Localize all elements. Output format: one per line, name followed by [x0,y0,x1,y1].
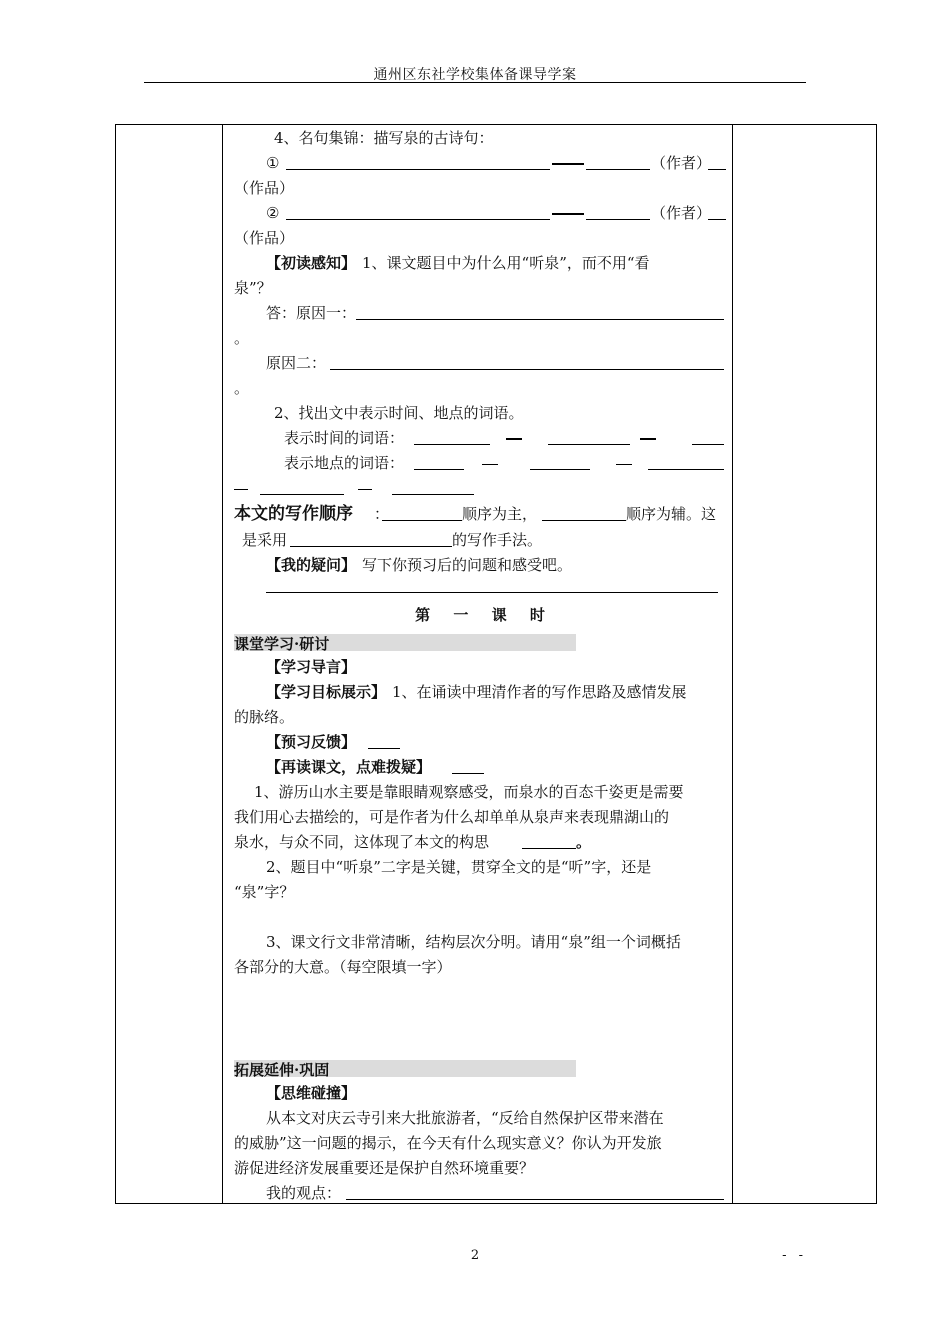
main-content [234,126,726,1206]
work-label-2: （作品） [234,229,295,247]
order-main-text: 顺序为主， [462,505,538,523]
thinking-label: 【思维碰撞】 [266,1084,357,1102]
paragraph-1a: 1、游历山水主要是靠眼睛观察感受，而泉水的百态千姿更是需要 [254,783,684,801]
goal-text-b: 的脉络。 [234,708,295,726]
circle-number-2: ② [266,204,280,222]
order-aux-text: 顺序为辅。这 [626,505,717,523]
page-header: 通州区东社学校集体备课导学案 [373,67,577,83]
table-column-divider-left [222,124,223,1204]
reason-1-blank[interactable] [356,319,724,320]
place-dash-4 [358,489,372,490]
period-2: 。 [234,379,250,397]
question-label: 【我的疑问】 [266,556,357,574]
time-blank-2[interactable] [548,444,630,445]
page-mark: - - [782,1248,807,1263]
goal-text-a: 1、在诵读中理清作者的写作思路及感情发展 [392,683,687,701]
dash-1 [552,163,584,165]
dash-2 [552,213,584,215]
order-main-blank[interactable] [382,520,462,521]
question-text: 写下你预习后的问题和感受吧。 [362,556,573,574]
header-rule [144,82,806,83]
paragraph-1b: 我们用心去描绘的，可是作者为什么却单单从泉声来表现鼎湖山的 [234,808,670,826]
paragraph-1-end: 。 [576,833,592,851]
paragraph-2b: “泉”字？ [234,883,295,901]
place-blank-4[interactable] [260,494,344,495]
section-title-extend: 拓展延伸·巩固 [234,1061,330,1079]
poem-line-blank-1[interactable] [286,169,550,170]
paragraph-1c: 泉水，与众不同，这体现了本文的构思 [234,833,490,851]
reread-label: 【再读课文，点难拨疑】 [266,758,432,776]
answer-reason-1: 答：原因一： [266,304,357,322]
order-method-text: 的写作手法。 [452,531,543,549]
thinking-text-a: 从本文对庆云寺引来大批旅游者，“反给自然保护区带来潜在 [266,1109,664,1127]
answer-space-3c [234,1030,726,1055]
place-blank-3[interactable] [648,469,724,470]
order-colon: ： [374,505,390,523]
place-dash-1 [482,464,498,465]
place-words-label: 表示地点的词语： [284,454,405,472]
question-2: 2、找出文中表示时间、地点的词语。 [274,404,524,422]
time-blank-3[interactable] [692,444,724,445]
reread-blank[interactable] [452,773,484,774]
reading-question-1b: 泉”？ [234,279,272,297]
guide-label: 【学习导言】 [266,658,357,676]
thinking-text-b: 的威胁”这一问题的揭示，在今天有什么现实意义？你认为开发旅 [234,1134,662,1152]
work-label-1: （作品） [234,179,295,197]
poem-line-blank-2[interactable] [286,219,550,220]
reading-label: 【初读感知】 [266,254,357,272]
paragraph-3b: 各部分的大意。（每空限填一字） [234,958,452,976]
answer-reason-2: 原因二： [266,354,327,372]
paragraph-2a: 2、题目中“听泉”二字是关键，贯穿全文的是“听”字，还是 [266,858,652,876]
author-label-2: （作者） [651,204,712,222]
famous-lines-question: 4、名句集锦：描写泉的古诗句： [274,129,494,147]
my-view-label: 我的观点： [266,1184,342,1202]
paragraph-3a: 3、课文行文非常清晰，结构层次分明。请用“泉”组一个词概括 [266,933,681,951]
place-dash-3 [234,489,248,490]
my-view-blank[interactable] [346,1199,724,1200]
answer-space-2 [234,905,726,930]
time-blank-1[interactable] [414,444,490,445]
time-words-label: 表示时间的词语： [284,429,405,447]
conception-blank[interactable] [522,848,576,849]
author-blank-2[interactable] [586,219,650,220]
table-column-divider-right [732,124,733,1204]
place-blank-2[interactable] [530,469,590,470]
reading-question-1a: 1、课文题目中为什么用“听泉”，而不用“看 [362,254,650,272]
place-blank-1[interactable] [414,469,464,470]
feedback-label: 【预习反馈】 [266,733,357,751]
order-use-text: 是采用 [242,531,288,549]
writing-method-blank[interactable] [290,546,452,547]
lesson-title: 第 一 课 时 [415,606,545,624]
goal-label: 【学习目标展示】 [266,683,387,701]
answer-space-3a [234,980,726,1005]
time-dash-1 [506,438,522,440]
answer-space-3b [234,1005,726,1030]
author-label-1: （作者） [651,154,712,172]
page-number: 2 [470,1248,480,1263]
order-aux-blank[interactable] [542,520,626,521]
work-blank-1[interactable] [708,169,726,170]
author-blank-1[interactable] [586,169,650,170]
feedback-blank[interactable] [368,748,400,749]
circle-number-1: ① [266,154,280,172]
thinking-text-c: 游促进经济发展重要还是保护自然环境重要？ [234,1159,535,1177]
question-answer-line[interactable] [266,592,718,593]
order-label: 本文的写作顺序 [234,504,353,524]
time-dash-2 [640,438,656,440]
reason-2-blank[interactable] [330,369,724,370]
section-title-study: 课堂学习·研讨 [234,635,330,653]
period-1: 。 [234,329,250,347]
work-blank-2[interactable] [708,219,726,220]
place-dash-2 [616,464,632,465]
place-blank-5[interactable] [392,494,474,495]
